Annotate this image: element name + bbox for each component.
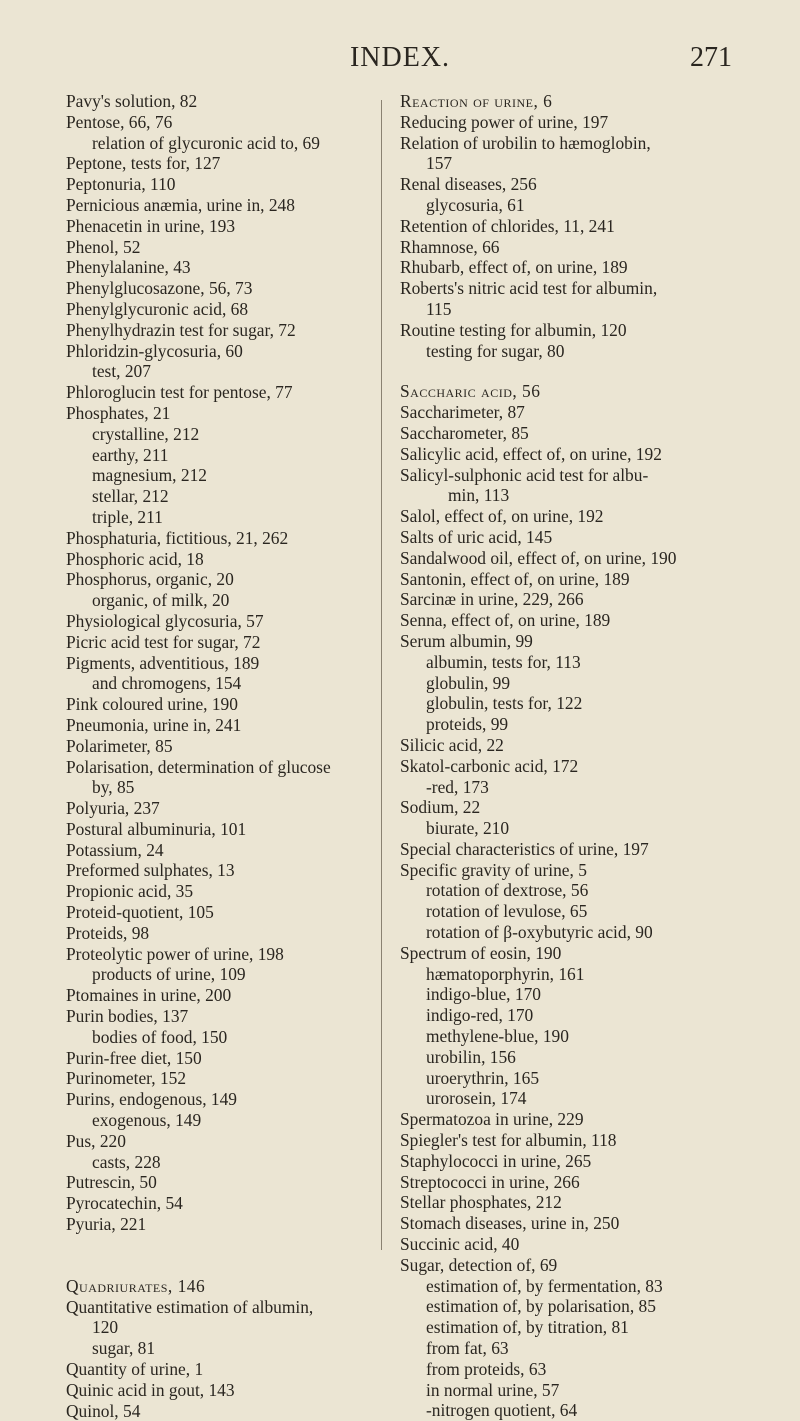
- index-entry: Purins, endogenous, 149: [66, 1089, 238, 1110]
- index-entry: Pavy's solution, 82: [66, 91, 198, 111]
- index-entry: Special characteristics of urine, 197: [400, 838, 649, 859]
- index-subentry: bodies of food, 150: [92, 1026, 228, 1047]
- index-entry: Phenol, 52: [66, 236, 141, 257]
- index-entry: Quinic acid in gout, 143: [66, 1379, 235, 1400]
- index-subentry: stellar, 212: [92, 486, 169, 507]
- index-subentry: methylene-blue, 190: [426, 1026, 569, 1047]
- index-subentry: products of urine, 109: [92, 964, 246, 985]
- index-entry: Purinometer, 152: [66, 1068, 187, 1089]
- index-entry: Sodium, 22: [400, 797, 481, 818]
- index-entry: Ptomaines in urine, 200: [66, 985, 232, 1006]
- index-subentry: biurate, 210: [426, 818, 510, 839]
- index-subentry: earthy, 211: [92, 444, 169, 465]
- index-entry: Picric acid test for sugar, 72: [66, 631, 261, 652]
- index-subentry: estimation of, by fermentation, 83: [426, 1275, 663, 1296]
- index-entry: Sandalwood oil, effect of, on urine, 190: [400, 547, 677, 568]
- index-column-left: [66, 91, 376, 1421]
- index-entry: Phenylglucosazone, 56, 73: [66, 278, 253, 299]
- index-subentry: from proteids, 63: [426, 1358, 547, 1379]
- index-subentry: albumin, tests for, 113: [426, 651, 581, 672]
- column-divider: [381, 100, 382, 1250]
- index-subentry: crystalline, 212: [92, 423, 200, 444]
- index-entry: Phosphorus, organic, 20: [66, 569, 234, 590]
- index-subentry: by, 85: [92, 777, 135, 798]
- index-subentry: indigo-red, 170: [426, 1005, 534, 1026]
- index-entry: Phosphates, 21: [66, 402, 171, 423]
- index-subentry: estimation of, by titration, 81: [426, 1317, 629, 1338]
- index-entry: Peptonuria, 110: [66, 174, 176, 195]
- index-subentry: magnesium, 212: [92, 465, 207, 486]
- index-subentry: proteids, 99: [426, 714, 509, 735]
- index-subentry: in normal urine, 57: [426, 1379, 560, 1400]
- index-subentry: urobilin, 156: [426, 1046, 516, 1067]
- index-entry: Specific gravity of urine, 5: [400, 859, 587, 880]
- index-entry: Pentose, 66, 76: [66, 111, 173, 132]
- index-subentry: and chromogens, 154: [92, 673, 242, 694]
- index-entry: Succinic acid, 40: [400, 1234, 520, 1255]
- index-entry: Pus, 220: [66, 1130, 126, 1151]
- index-entry: Preformed sulphates, 13: [66, 860, 235, 881]
- index-entry: Pneumonia, urine in, 241: [66, 714, 242, 735]
- index-entry: Spermatozoa in urine, 229: [400, 1109, 584, 1130]
- index-entry: Salicylic acid, effect of, on urine, 192: [400, 443, 662, 464]
- index-entry: Proteolytic power of urine, 198: [66, 943, 284, 964]
- index-subentry: exogenous, 149: [92, 1110, 202, 1131]
- index-entry: Pyrocatechin, 54: [66, 1193, 183, 1214]
- index-entry: Peptone, tests for, 127: [66, 153, 221, 174]
- index-entry: Rhamnose, 66: [400, 236, 500, 257]
- index-subentry: sugar, 81: [92, 1338, 156, 1359]
- index-subentry: glycosuria, 61: [426, 194, 525, 215]
- index-entry: Salicyl-sulphonic acid test for albu-: [400, 464, 649, 485]
- index-entry: Postural albuminuria, 101: [66, 818, 247, 839]
- index-subentry: rotation of dextrose, 56: [426, 880, 589, 901]
- index-subentry: from fat, 63: [426, 1338, 509, 1359]
- index-entry: Putrescin, 50: [66, 1172, 157, 1193]
- index-subentry: rotation of β-oxybutyric acid, 90: [426, 922, 653, 943]
- index-entry: Quantitative estimation of albumin,: [66, 1296, 314, 1317]
- index-entry: Renal diseases, 256: [400, 174, 537, 195]
- index-entry: Sugar, detection of, 69: [400, 1254, 558, 1275]
- index-entry: Serum albumin, 99: [400, 630, 533, 651]
- index-entry: Quadriurates, 146: [66, 1275, 206, 1296]
- index-entry: Senna, effect of, on urine, 189: [400, 610, 611, 631]
- index-entry: Stellar phosphates, 212: [400, 1192, 562, 1213]
- index-subentry: estimation of, by polarisation, 85: [426, 1296, 656, 1317]
- index-entry: Pigments, adventitious, 189: [66, 652, 260, 673]
- index-subentry: globulin, 99: [426, 672, 511, 693]
- index-entry: Quinol, 54: [66, 1400, 141, 1421]
- index-entry: Spectrum of eosin, 190: [400, 942, 562, 963]
- index-entry: Phosphoric acid, 18: [66, 548, 204, 569]
- index-subentry: relation of glycuronic acid to, 69: [92, 132, 320, 153]
- index-subentry: urorosein, 174: [426, 1088, 527, 1109]
- index-subentry: indigo-blue, 170: [426, 984, 541, 1005]
- index-subentry: globulin, tests for, 122: [426, 693, 583, 714]
- index-entry: Polarimeter, 85: [66, 735, 173, 756]
- index-entry: Santonin, effect of, on urine, 189: [400, 568, 630, 589]
- index-entry: Proteids, 98: [66, 922, 150, 943]
- index-entry: Polyuria, 237: [66, 798, 160, 819]
- index-entry: Sarcinæ in urine, 229, 266: [400, 589, 584, 610]
- index-subentry: 120: [92, 1317, 119, 1338]
- index-entry: Pernicious anæmia, urine in, 248: [66, 194, 295, 215]
- page-header: [0, 42, 800, 82]
- index-entry: Salts of uric acid, 145: [400, 526, 553, 547]
- index-subentry: hæmatoporphyrin, 161: [426, 963, 585, 984]
- index-subentry: rotation of levulose, 65: [426, 901, 588, 922]
- index-entry: Retention of chlorides, 11, 241: [400, 215, 615, 236]
- page-number: 271: [690, 42, 732, 73]
- index-entry: Purin-free diet, 150: [66, 1047, 202, 1068]
- index-entry: Phloroglucin test for pentose, 77: [66, 382, 293, 403]
- index-entry: Pink coloured urine, 190: [66, 694, 238, 715]
- index-entry: Physiological glycosuria, 57: [66, 610, 264, 631]
- index-subentry: -nitrogen quotient, 64: [426, 1400, 578, 1421]
- index-entry: Staphylococci in urine, 265: [400, 1150, 592, 1171]
- index-entry: Phenylglycuronic acid, 68: [66, 298, 249, 319]
- index-entry: Pyuria, 221: [66, 1214, 147, 1235]
- index-entry: Proteid-quotient, 105: [66, 902, 214, 923]
- index-entry: Stomach diseases, urine in, 250: [400, 1213, 620, 1234]
- index-subentry: 157: [426, 153, 453, 174]
- index-entry: Streptococci in urine, 266: [400, 1171, 580, 1192]
- running-title: INDEX.: [349, 42, 451, 73]
- index-entry: Saccharometer, 85: [400, 422, 529, 443]
- index-entry: Phenylhydrazin test for sugar, 72: [66, 319, 296, 340]
- index-entry: Phenylalanine, 43: [66, 257, 191, 278]
- index-subentry: organic, of milk, 20: [92, 590, 230, 611]
- index-entry: Skatol-carbonic acid, 172: [400, 755, 579, 776]
- index-entry: Polarisation, determination of glucose: [66, 756, 331, 777]
- index-subentry: test, 207: [92, 361, 151, 382]
- index-entry: Spiegler's test for albumin, 118: [400, 1130, 617, 1151]
- index-entry: Propionic acid, 35: [66, 881, 194, 902]
- index-entry: Saccharic acid, 56: [400, 381, 541, 402]
- index-entry: Phosphaturia, fictitious, 21, 262: [66, 527, 289, 548]
- index-entry: Roberts's nitric acid test for albumin,: [400, 278, 658, 299]
- index-subentry: -red, 173: [426, 776, 489, 797]
- index-entry: Silicic acid, 22: [400, 734, 504, 755]
- index-entry: Phenacetin in urine, 193: [66, 215, 236, 236]
- index-entry: Saccharimeter, 87: [400, 402, 525, 423]
- index-subentry: casts, 228: [92, 1151, 161, 1172]
- index-subentry: uroerythrin, 165: [426, 1067, 540, 1088]
- index-subentry: min, 113: [448, 485, 510, 506]
- index-subentry: triple, 211: [92, 506, 163, 527]
- index-entry: Potassium, 24: [66, 839, 164, 860]
- index-entry: Relation of urobilin to hæmoglobin,: [400, 132, 651, 153]
- index-entry: Routine testing for albumin, 120: [400, 319, 627, 340]
- index-entry: Phloridzin-glycosuria, 60: [66, 340, 243, 361]
- index-entry: Purin bodies, 137: [66, 1006, 189, 1027]
- index-entry: Salol, effect of, on urine, 192: [400, 506, 604, 527]
- index-entry: Reaction of urine, 6: [400, 91, 553, 111]
- index-entry: Quantity of urine, 1: [66, 1359, 204, 1380]
- index-entry: Reducing power of urine, 197: [400, 111, 609, 132]
- index-subentry: 115: [426, 298, 452, 319]
- index-subentry: testing for sugar, 80: [426, 340, 565, 361]
- index-entry: Rhubarb, effect of, on urine, 189: [400, 257, 628, 278]
- index-column-right: [400, 91, 790, 1421]
